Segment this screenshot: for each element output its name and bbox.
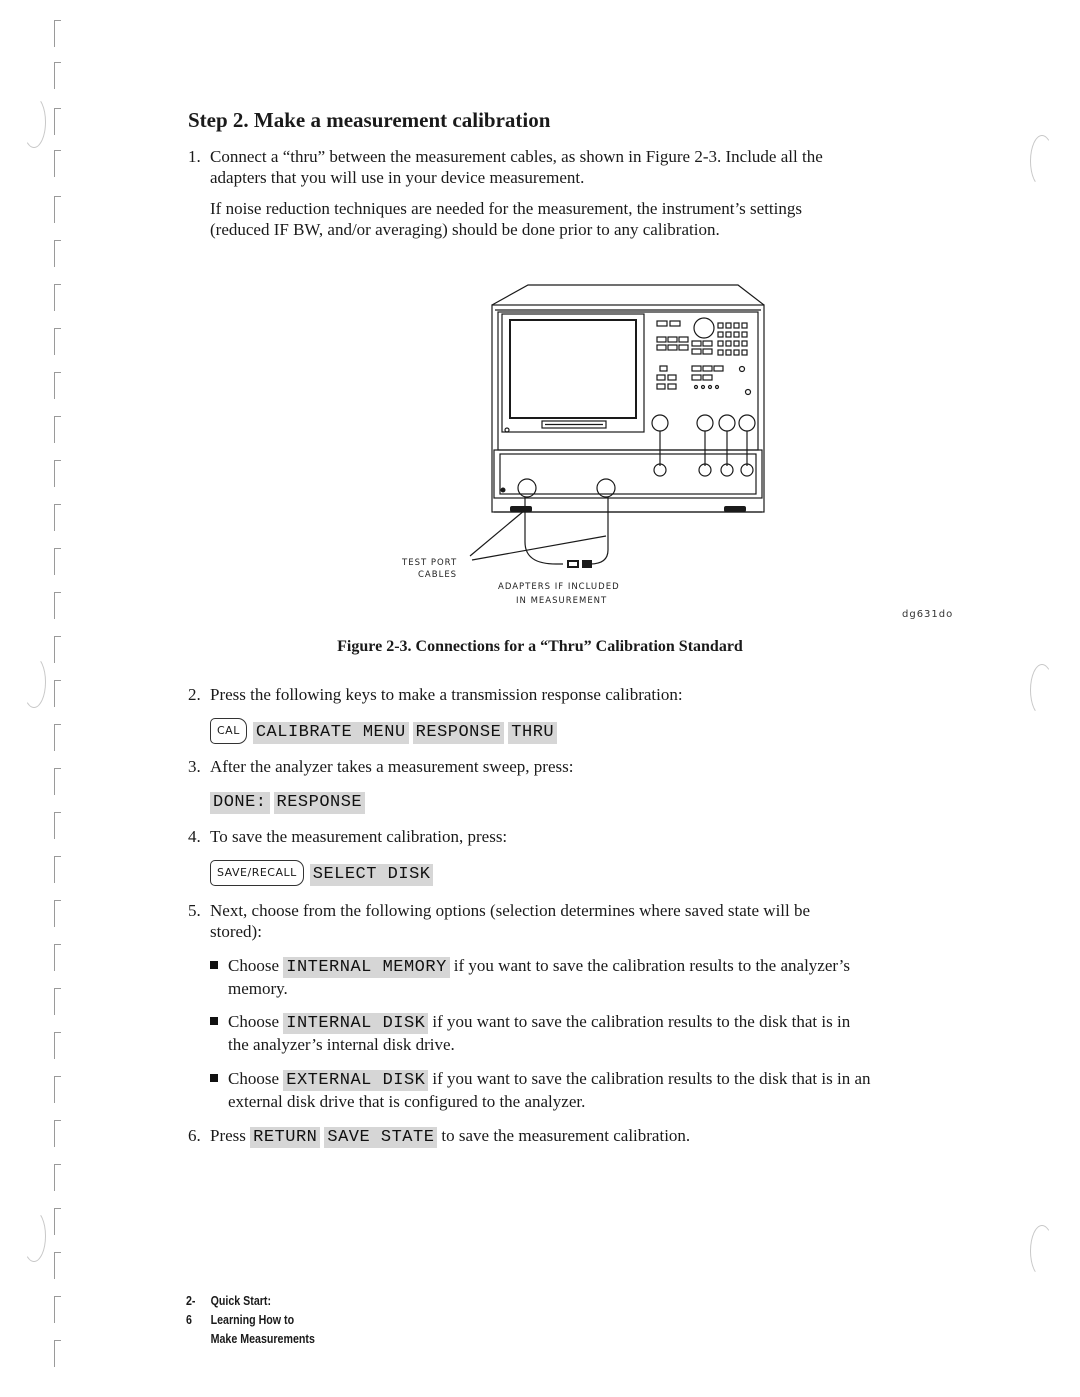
option-text-line2: external disk drive that is configured to the analyzer.: [228, 1092, 586, 1111]
step-number: 2.: [188, 685, 201, 704]
note-line: (reduced IF BW, and/or averaging) should be done prior to any calibration.: [210, 220, 720, 239]
thru-softkey[interactable]: THRU: [508, 722, 557, 744]
step-text-line: Press the following keys to make a transmission response calibration:: [210, 685, 683, 704]
key-sequence-cal: [210, 718, 561, 744]
label-cables: CABLES: [418, 570, 458, 580]
option-text-line2: memory.: [228, 979, 288, 998]
save-recall-hardkey[interactable]: SAVE/RECALL: [210, 860, 304, 886]
done-softkey[interactable]: DONE:: [210, 792, 270, 814]
scan-hole-mark: [22, 96, 46, 148]
internal-disk-softkey[interactable]: INTERNAL DISK: [283, 1013, 428, 1034]
page-number: 2-6: [186, 1293, 196, 1327]
footer-section: [211, 1291, 315, 1348]
done-response-softkey[interactable]: RESPONSE: [274, 792, 366, 814]
external-disk-softkey[interactable]: EXTERNAL DISK: [283, 1070, 428, 1091]
label-adapters: ADAPTERS IF INCLUDED: [498, 582, 620, 592]
option-prefix: Choose: [228, 1069, 279, 1088]
step-number: 5.: [188, 901, 201, 920]
option-prefix: Choose: [228, 956, 279, 975]
footer-line: Make Measurements: [210, 1331, 315, 1346]
footer-line: Learning How to: [210, 1312, 295, 1327]
scan-hole-mark: [1030, 664, 1054, 716]
calibrate-menu-softkey[interactable]: CALIBRATE MENU: [253, 722, 409, 744]
step-number: 1.: [188, 147, 201, 166]
scan-hole-mark: [1030, 1225, 1054, 1277]
option-prefix: Choose: [228, 1012, 279, 1031]
scan-hole-mark: [22, 1210, 46, 1262]
key-sequence-save: [210, 860, 437, 886]
step6-text: to save the measurement calibration.: [441, 1126, 691, 1145]
option-text: if you want to save the calibration results to the disk that is in an: [432, 1069, 871, 1088]
note-paragraph: [210, 198, 802, 240]
bullet-marker: [210, 1017, 218, 1025]
select-disk-softkey[interactable]: SELECT DISK: [310, 864, 434, 886]
step-text-line: adapters that you will use in your device measurement.: [210, 168, 585, 187]
save-state-softkey[interactable]: SAVE STATE: [324, 1127, 437, 1148]
step-text-line: stored):: [210, 922, 262, 941]
step-number: 4.: [188, 827, 201, 846]
figure-caption: Figure 2-3. Connections for a “Thru” Calibration Standard: [337, 638, 743, 655]
bullet-marker: [210, 1074, 218, 1082]
step-text-line: After the analyzer takes a measurement sweep, press:: [210, 757, 574, 776]
option-text: if you want to save the calibration results to the disk that is in: [432, 1012, 851, 1031]
return-softkey[interactable]: RETURN: [250, 1127, 320, 1148]
network-analyzer-illustration: [370, 280, 970, 620]
internal-memory-softkey[interactable]: INTERNAL MEMORY: [283, 957, 450, 978]
scan-hole-mark: [22, 656, 46, 708]
label-in-measurement: IN MEASUREMENT: [516, 596, 608, 606]
step-number: 3.: [188, 757, 201, 776]
scan-hole-mark: [1030, 135, 1054, 187]
step-text-line: Next, choose from the following options (selection determines where saved state will be: [210, 901, 811, 920]
step-text-line: To save the measurement calibration, press:: [210, 827, 508, 846]
option-text-line2: the analyzer’s internal disk drive.: [228, 1035, 455, 1054]
step6-prefix: Press: [210, 1126, 246, 1145]
key-sequence-done: [210, 790, 369, 814]
label-test-port: TEST PORT: [402, 558, 458, 568]
section-heading: Step 2. Make a measurement calibration: [188, 108, 551, 132]
figure-id: dg631do: [902, 609, 954, 620]
option-text: if you want to save the calibration results to the analyzer’s: [453, 956, 851, 975]
cal-hardkey[interactable]: CAL: [210, 718, 247, 744]
figure-thru-connection: [370, 280, 970, 620]
step-text-line: Connect a “thru” between the measurement cables, as shown in Figure 2-3. Include all the: [210, 147, 823, 166]
note-line: If noise reduction techniques are needed for the measurement, the instrument’s settings: [210, 199, 802, 218]
response-softkey[interactable]: RESPONSE: [413, 722, 505, 744]
step-number: 6.: [188, 1126, 201, 1145]
bullet-marker: [210, 961, 218, 969]
footer-line: Quick Start:: [210, 1293, 272, 1308]
